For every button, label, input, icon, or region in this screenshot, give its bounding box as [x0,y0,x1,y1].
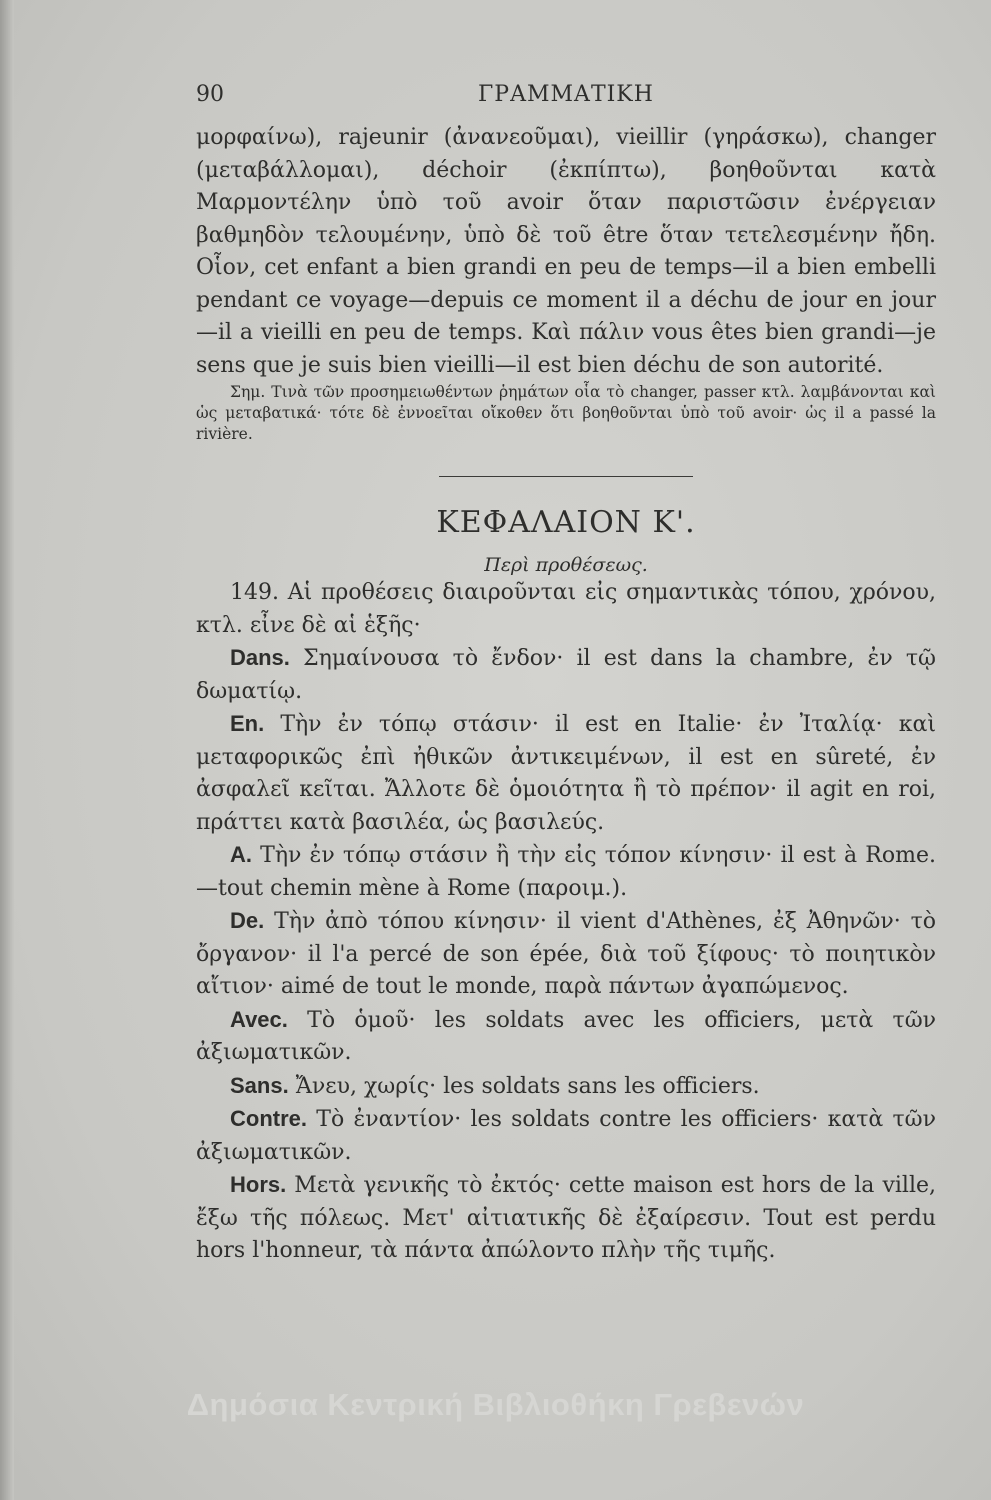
entry-term: Dans. [230,645,290,670]
intro-paragraph: μορφαίνω), rajeunir (ἀνανεοῦμαι), vieillir (γηράσκω), changer (μεταβάλλομαι), déchoir (ἐκπίπτω), βοηθοῦνται κατὰ Μαρμοντέλην ὑπὸ τοῦ avoir ὅταν παριστῶσιν ἐνέργειαν βαθμηδὸν τελουμένην, ὑπὸ δὲ τοῦ être ὅταν τετελεσμένην ἤδη. Οἷον, cet enfant a bien grandi en peu de temps—il a bien embelli pendant ce voyage—depuis ce moment il a déchu de jour en jour—il a vieilli en peu de temps. Καὶ πάλιν vous êtes bien grandi—je sens que je suis bien vieilli—il est bien déchu de son autorité. [196,125,936,378]
entry-term: Sans. [230,1072,289,1098]
entry-avec [196,1004,936,1070]
entry-text: Τὸ ἐναντίον· les soldats contre les officiers· κατὰ τῶν ἀξιωματικῶν. [196,1107,936,1165]
section-paragraph [196,577,936,642]
library-watermark: Δημόσια Κεντρική Βιβλιοθήκη Γρεβενών [186,1387,805,1422]
entry-text: Τὴν ἀπὸ τόπου κίνησιν· il vient d'Athènes, ἐξ Ἀθηνῶν· τὸ ὄργανον· il l'a percé de son épée, διὰ τοῦ ξίφους· τὸ ποιητικὸν αἴτιον· aimé de tout le monde, παρὰ πάντων ἀγαπώμενος. [196,909,936,999]
entry-term: En. [230,711,265,736]
entry-text: Ἄνευ, χωρίς· les soldats sans les officiers. [295,1073,760,1099]
entry-sans [196,1070,936,1104]
entry-term: A. [230,842,252,867]
page-spine-shadow [0,0,14,1500]
section-divider [439,476,693,477]
entry-a [196,839,936,905]
entry-dans [196,642,936,708]
running-title: ΓΡΑΜΜΑΤΙΚΗ [478,82,654,107]
entry-text: Τὴν ἐν τόπῳ στάσιν· il est en Italie· ἐν Ἰταλίᾳ· καὶ μεταφορικῶς ἐπὶ ἠθικῶν ἀντικειμένων, il est en sûreté, ἐν ἀσφαλεῖ κεῖται. Ἄλλοτε δὲ ὁμοιότητα ἢ τὸ πρέπον· il agit en roi, πράττει κατὰ βασιλέα, ὡς βασιλεύς. [196,712,936,835]
footnote: Σημ. Τινὰ τῶν προσημειωθέντων ῥημάτων οἷα τὸ changer, passer κτλ. λαμβάνονται καὶ ὡς μεταβατικά· τότε δὲ ἐννοεῖται οἴκοθεν ὅτι βοηθοῦνται ὑπὸ τοῦ avoir· ὡς il a passé la rivière. [196,383,936,443]
page-body [196,122,936,1268]
entry-term: Hors. [230,1172,287,1197]
entry-en [196,708,936,839]
entry-term: De. [230,908,265,933]
entry-text: Τὴν ἐν τόπῳ στάσιν ἢ τὴν εἰς τόπον κίνησιν· il est à Rome. —tout chemin mène à Rome (παροιμ.). [196,843,936,901]
entry-de [196,905,936,1004]
entry-term: Avec. [230,1006,288,1032]
entry-text: Μετὰ γενικῆς τὸ ἐκτός· cette maison est hors de la ville, ἔξω τῆς πόλεως. Μετ' αἰτιατικῆς δὲ ἐξαίρεσιν. Tout est perdu hors l'honneur, τὰ πάντα ἀπώλοντο πλὴν τῆς τιμῆς. [196,1173,936,1263]
entry-term: Contre. [230,1106,307,1131]
page-number: 90 [196,82,224,107]
chapter-subtitle: Περὶ προθέσεως. [484,554,648,576]
entry-hors [196,1169,936,1268]
chapter-title: ΚΕΦΑΛΑΙΟΝ Κ'. [436,505,696,540]
entry-text: Σημαίνουσα τὸ ἔνδον· il est dans la chambre, ἐν τῷ δωματίῳ. [196,646,936,704]
entry-contre [196,1103,936,1169]
entry-text: Τὸ ὁμοῦ· les soldats avec les officiers, μετὰ τῶν ἀξιωματικῶν. [196,1007,937,1065]
page-header [196,82,936,116]
section-text: Αἱ προθέσεις διαιροῦνται εἰς σημαντικὰς τόπου, χρόνου, κτλ. εἶνε δὲ αἱ ἑξῆς· [196,580,936,638]
section-number: 149. [230,580,279,605]
